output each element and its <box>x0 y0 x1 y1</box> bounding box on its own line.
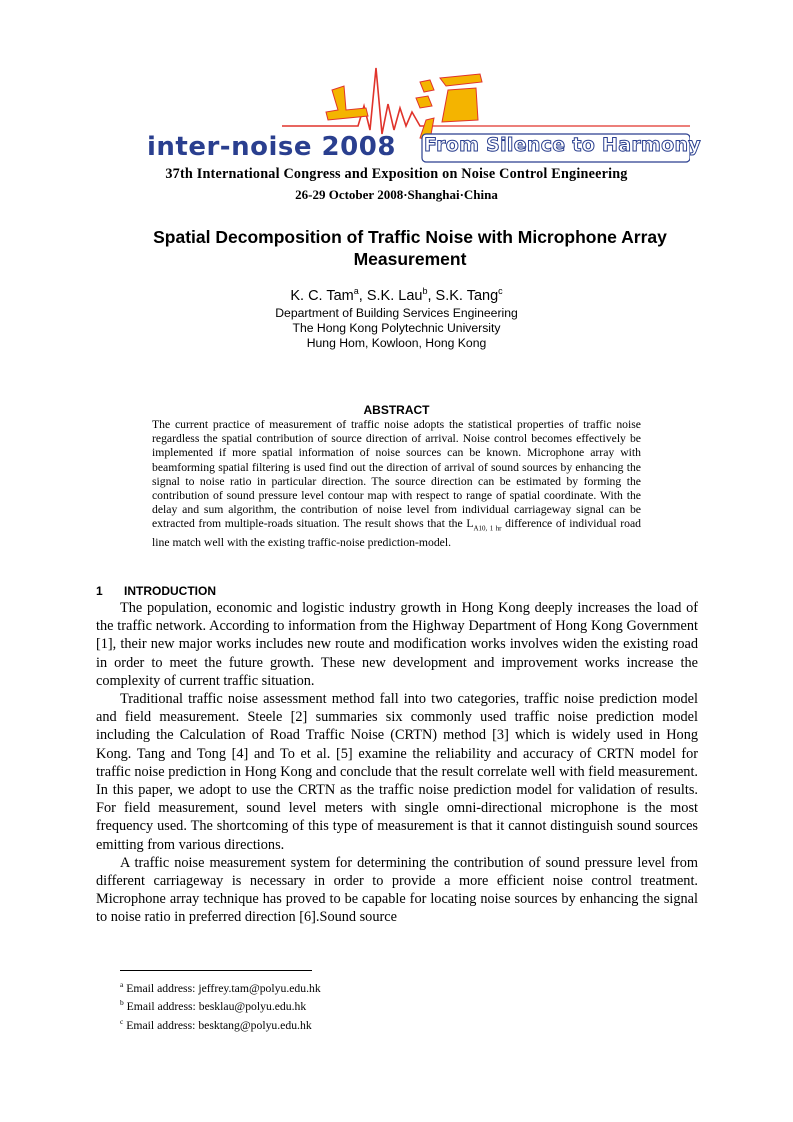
abstract-heading: ABSTRACT <box>363 403 430 417</box>
author-name: S.K. Lau <box>366 287 423 304</box>
footnote: $^a$ Email address: jeffrey.tam@polyu.edu.hk <box>120 980 321 995</box>
sound-wave-line <box>282 68 432 134</box>
author-list: K. C. Tam$^a$, S.K. Lau$^b$, S.K. Tang$^c$ <box>290 286 503 304</box>
paragraph: Traditional traffic noise assessment method fall into two categories, traffic noise prediction model and field measurement. Steele [2] summaries six commonly used traffic noise prediction model including the Calculation of Road Traffic Noise (CRTN) method [3] which is widely used in Hong Kong. Tang and Tong [4] and To et al. [5] examine the reliability and accuracy of CRTN model for traffic noise prediction in Hong Kong and conclude that the result correlate well with field measurement. In this paper, we adopt to use the CRTN as the traffic noise prediction model for validation of results. For field measurement, sound level meters with single omni-directional microphone is the most frequency used. The shortcoming of this type of measurement is that it cannot distinguish sound sources emitting from various directions. <box>96 691 698 853</box>
congress-dates: 26-29 October 2008·Shanghai·China <box>295 187 498 202</box>
footnote-divider <box>120 970 312 971</box>
section-heading <box>96 584 216 598</box>
section-body <box>96 599 698 927</box>
abstract-subscript: A10, 1 hr <box>473 524 502 533</box>
author-mark: a <box>353 286 359 296</box>
paragraph: A traffic noise measurement system for determining the contribution of sound pressure level from different carriageway is necessary in order to provide a more efficient noise control treatment. Microphone array technique has proved to be capable for locating noise sources by enhancing the signal to noise ratio in preferred direction [6].Sound source <box>96 854 698 926</box>
paper-title: Spatial Decomposition of Traffic Noise with Microphone Array Measurement <box>153 227 667 269</box>
affiliation <box>0 306 793 351</box>
section-title: INTRODUCTION <box>124 584 216 598</box>
paragraph: The population, economic and logistic industry growth in Hong Kong deeply increases the load of the traffic network. According to information from the Highway Department of Hong Kong Government [1], their new major works includes new route and modification works involves widen the existing road in order to meet the future growth. These new development and improvement works increase the complexity of current traffic situation. <box>96 600 698 689</box>
abstract-text <box>152 418 641 550</box>
author-name: S.K. Tang <box>435 287 499 304</box>
footnote: $^c$ Email address: besktang@polyu.edu.hk <box>120 1016 312 1032</box>
author-mark: b <box>422 286 428 296</box>
calligraphy-strokes <box>326 74 482 140</box>
affiliation-line: Department of Building Services Engineering <box>275 306 518 320</box>
affiliation-line: Hung Hom, Kowloon, Hong Kong <box>306 336 487 350</box>
abstract-body: The current practice of measurement of traffic noise adopts the statistical properties of traffic noise regardless the spatial contribution of source direction of arrival. Noise control becomes effectively be implemented if more spatial information of noise sources can be known. Microphone array with beamforming spatial filtering is used find out the direction of arrival of sound sources by enhancing the signal to noise ratio in particular direction. The source direction can be estimated by forming the contribution of sound pressure level contour map with respect to range of spatial coordinate. With the delay and sum algorithm, the contribution of noise level from individual carriageway signal can be extracted from multiple-roads situation. The result shows that the L <box>152 418 641 531</box>
section-number: 1 <box>96 584 103 598</box>
footnotes <box>120 978 321 1033</box>
conference-banner <box>0 0 793 210</box>
footnote: $^b$ Email address: besklau@polyu.edu.hk <box>120 998 307 1014</box>
author-name: K. C. Tam <box>290 287 354 304</box>
conference-brand: inter-noise 2008 <box>147 132 396 162</box>
affiliation-line: The Hong Kong Polytechnic University <box>292 321 501 335</box>
author-mark: c <box>498 286 503 296</box>
conference-slogan: From Silence to Harmony <box>424 134 701 156</box>
abstract-body-end: difference of individual road line match well with the existing traffic-noise prediction-model. <box>152 517 641 549</box>
congress-title: 37th International Congress and Exposition on Noise Control Engineering <box>165 166 628 182</box>
